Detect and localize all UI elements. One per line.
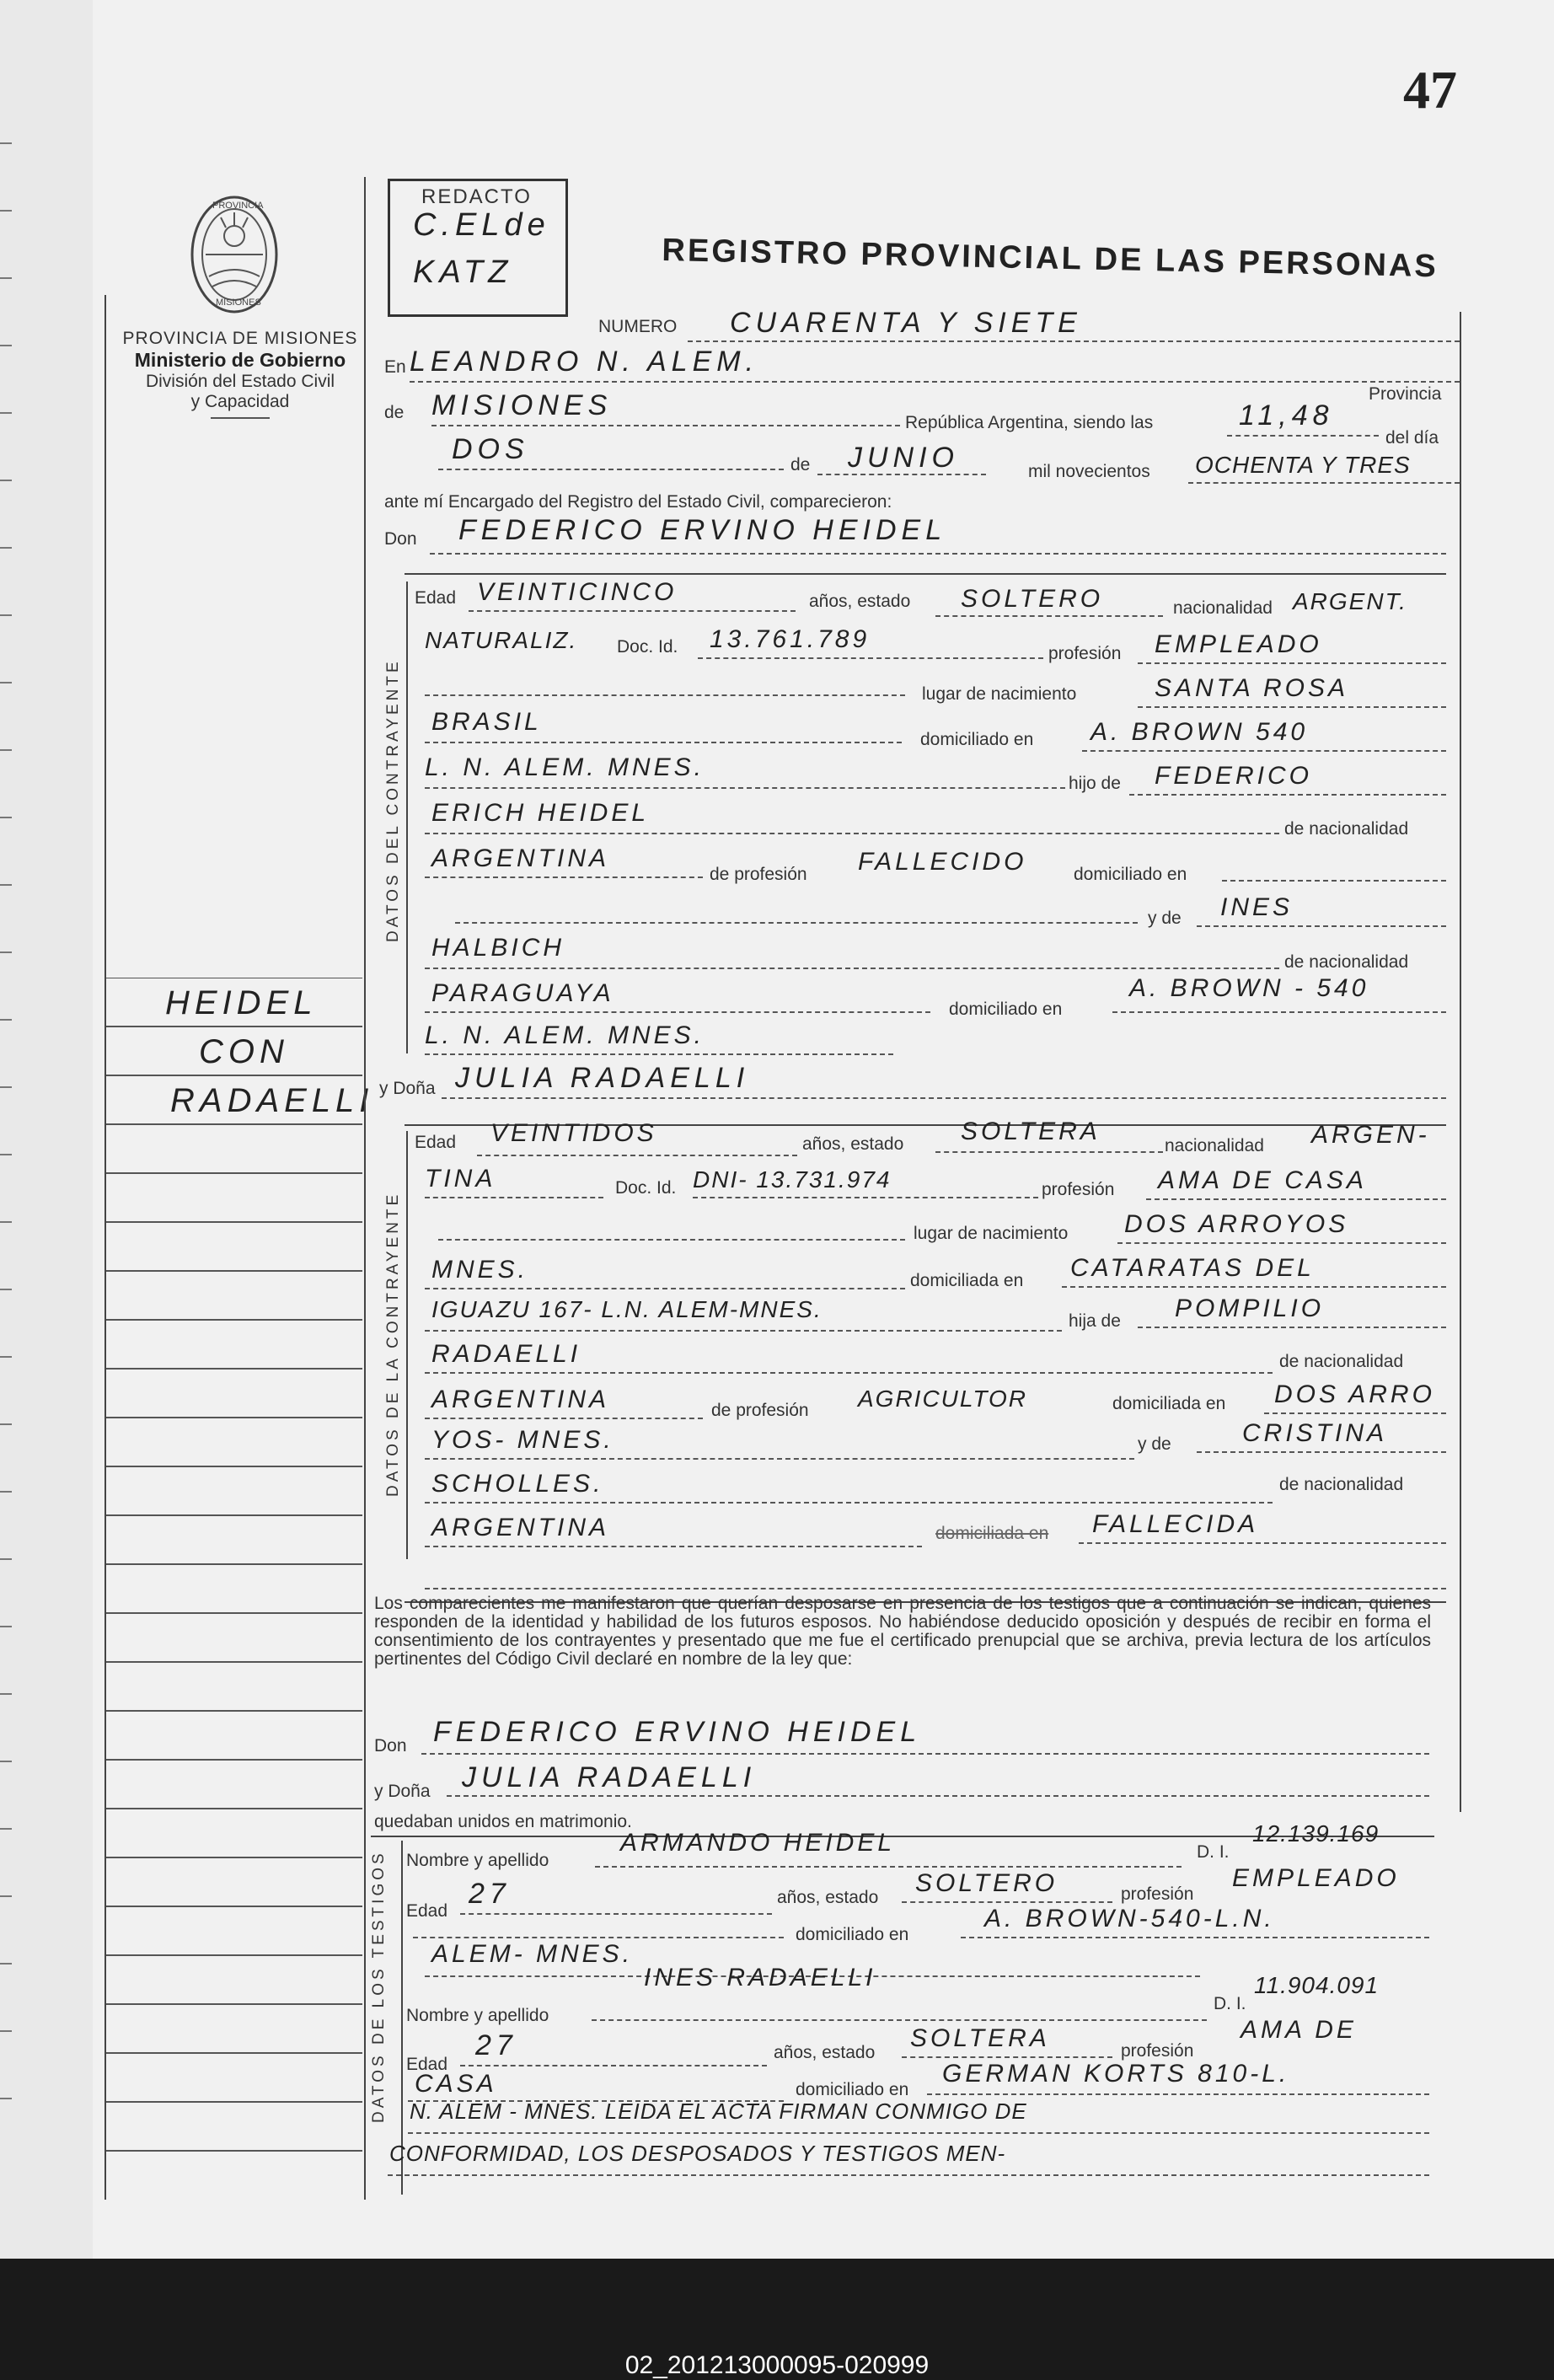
t1-domicilio-cont: ALEM- MNES. — [431, 1940, 634, 1968]
declaration-text: Los comparecientes me manifestaron que querían desposarse en presencia de los testigos que a continuación se indican, quienes responden de la identidad y habilidad de los futuros esposos. No habiéndose deducido oposición y después de recibir en forma el consentimiento de los contrayentes y presentado que me fue el certificado prenupcial que se archiva, previa lectura de los artículos pertinentes del Código Civil declaré en nombre de la ley que: — [374, 1594, 1431, 1669]
month-value: JUNIO — [848, 442, 959, 474]
c1-nacionalidad-cont: NATURALIZ. — [425, 627, 578, 653]
c1-madre-cont: HALBICH — [431, 934, 565, 962]
c2-padre-value: POMPILIO — [1175, 1295, 1325, 1322]
ministry-block — [110, 329, 371, 419]
t1-di-label: D. I. — [1197, 1842, 1230, 1862]
c1-lugar-cont: BRASIL — [431, 708, 542, 736]
dona-value: JULIA RADAELLI — [455, 1062, 750, 1094]
c1-de-profesion-label: de profesión — [710, 865, 807, 884]
t2-nombre-value: INES RADAELLI — [644, 1964, 876, 1991]
c2-de-profesion-label: de profesión — [711, 1401, 809, 1420]
closing-line2: CONFORMIDAD, LOS DESPOSADOS Y TESTIGOS MEN- — [389, 2141, 1006, 2166]
t1-domiciliado-label: domiciliado en — [796, 1925, 909, 1944]
t1-domicilio-value: A. BROWN-540-L.N. — [984, 1905, 1275, 1932]
c2-edad-label: Edad — [415, 1133, 457, 1152]
c1-madre-nac: PARAGUAYA — [431, 979, 614, 1007]
form-left-rule — [364, 177, 366, 2200]
c1-edad-value: VEINTICINCO — [477, 578, 678, 606]
t2-profesion-value: AMA DE — [1241, 2016, 1357, 2044]
t1-di-value: 12.139.169 — [1252, 1820, 1380, 1847]
t1-profesion-value: EMPLEADO — [1232, 1864, 1400, 1892]
day-value: DOS — [452, 433, 529, 465]
c1-anos-label: años, estado — [809, 592, 911, 611]
seal-bottom-text: MISIONES — [216, 298, 261, 308]
c1-padre-prof: FALLECIDO — [858, 848, 1027, 876]
de-value: MISIONES — [431, 389, 613, 421]
c1-padre-dom-label: domiciliado en — [1074, 865, 1187, 884]
t2-di-label: D. I. — [1214, 1994, 1246, 2013]
c1-lugar-label: lugar de nacimiento — [922, 684, 1077, 704]
c2-nacionalidad-cont: TINA — [425, 1165, 496, 1193]
t2-di-value: 11.904.091 — [1254, 1972, 1380, 1998]
t1-profesion-label: profesión — [1121, 1884, 1194, 1904]
contrayente1-rule — [406, 582, 408, 1053]
c1-madre-dom-cont: L. N. ALEM. MNES. — [425, 1021, 705, 1049]
page-number: 47 — [1403, 60, 1457, 120]
c2-domiciliada-label: domiciliada en — [910, 1271, 1024, 1290]
footer-filename: 02_201213000095-020999 — [624, 2351, 930, 2379]
en-value: LEANDRO N. ALEM. — [410, 346, 759, 378]
ministry-division: División del Estado Civil — [145, 372, 335, 391]
decl-dona-label: y Doña — [374, 1782, 431, 1801]
c2-madre-value: CRISTINA — [1242, 1419, 1388, 1447]
c2-lugar-label: lugar de nacimiento — [914, 1224, 1069, 1243]
t2-estado-value: SOLTERA — [910, 2024, 1050, 2052]
t1-edad-number: 27 — [469, 1878, 511, 1910]
c1-doc-value: 13.761.789 — [710, 625, 871, 653]
decl-don-value: FEDERICO ERVINO HEIDEL — [433, 1716, 922, 1748]
seal-top-text: PROVINCIA — [212, 201, 264, 211]
c2-lugar-value: DOS ARROYOS — [1124, 1210, 1349, 1238]
t2-profesion-label: profesión — [1121, 2041, 1194, 2061]
c1-edad-label: Edad — [415, 588, 457, 608]
c2-nacionalidad-label: nacionalidad — [1165, 1136, 1264, 1155]
page-title: REGISTRO PROVINCIAL DE LAS PERSONAS — [662, 233, 1439, 285]
closing-line1: N. ALEM - MNES. LEIDA EL ACTA FIRMAN CONMIGO DE — [410, 2099, 1027, 2124]
margin-note-line1: HEIDEL — [165, 984, 318, 1021]
c1-profesion-label: profesión — [1048, 644, 1122, 663]
t1-edad-label: Edad — [406, 1901, 448, 1921]
t1-nombre-label: Nombre y apellido — [406, 1851, 549, 1870]
c1-de-nac-label2: de nacionalidad — [1284, 952, 1409, 972]
c2-domicilio-value: CATARATAS DEL — [1070, 1254, 1315, 1282]
c1-domicilio-value: A. BROWN 540 — [1090, 718, 1309, 746]
t2-edad-number: 27 — [475, 2029, 517, 2061]
c2-madre-dom: FALLECIDA — [1092, 1510, 1259, 1538]
c1-hijo-label: hijo de — [1069, 774, 1121, 793]
republica-label: República Argentina, siendo las — [905, 413, 1154, 432]
del-dia-label: del día — [1385, 428, 1439, 448]
stamp-label: REDACTO — [421, 185, 532, 208]
numero-value: CUARENTA Y SIETE — [730, 307, 1082, 339]
c2-estado-value: SOLTERA — [961, 1118, 1101, 1145]
c2-de-nac-label2: de nacionalidad — [1279, 1475, 1404, 1494]
t2-edad-label: Edad — [406, 2055, 448, 2074]
c2-padre-dom: DOS ARRO — [1274, 1380, 1435, 1408]
ministry-capacity: y Capacidad — [190, 392, 290, 411]
ministry-province: PROVINCIA DE MISIONES — [122, 329, 358, 348]
c1-madre-value: INES — [1220, 893, 1294, 921]
c2-y-de-label: y de — [1138, 1434, 1171, 1454]
t2-profesion-cont: CASA — [415, 2070, 497, 2098]
c2-nacionalidad-value: ARGEN- — [1311, 1121, 1430, 1149]
don-value: FEDERICO ERVINO HEIDEL — [458, 514, 947, 546]
c1-nacionalidad-value: ARGENT. — [1293, 588, 1407, 614]
c1-lugar-value: SANTA ROSA — [1155, 674, 1349, 702]
c2-doc-label: Doc. Id. — [615, 1178, 677, 1198]
t1-estado-value: SOLTERO — [915, 1869, 1058, 1897]
c2-madre-dom-label: domiciliada en — [935, 1524, 1049, 1543]
margin-note-lines — [104, 978, 364, 2191]
c2-padre-dom-label: domiciliada en — [1112, 1394, 1226, 1413]
c1-y-de-label: y de — [1148, 909, 1182, 928]
c2-padre-prof: AGRICULTOR — [858, 1386, 1027, 1412]
c1-domiciliado-label: domiciliado en — [920, 730, 1034, 749]
hour-value: 11,48 — [1239, 399, 1334, 432]
c1-profesion-value: EMPLEADO — [1155, 630, 1322, 658]
stamp-name-line1: C.ELde — [413, 207, 550, 243]
c2-padre-dom-cont: YOS- MNES. — [431, 1426, 614, 1454]
binding-ruled-lines — [0, 0, 93, 2380]
unidos-text: quedaban unidos en matrimonio. — [374, 1812, 632, 1831]
c2-domicilio-cont: IGUAZU 167- L.N. ALEM-MNES. — [431, 1296, 823, 1322]
t1-nombre-value: ARMANDO HEIDEL — [620, 1829, 896, 1857]
c2-madre-nac: ARGENTINA — [431, 1514, 610, 1541]
c1-madre-dom: A. BROWN - 540 — [1129, 974, 1369, 1002]
margin-note-line3: RADAELLI — [170, 1082, 374, 1119]
c2-lugar-cont: MNES. — [431, 1256, 529, 1284]
t1-anos-label: años, estado — [777, 1888, 879, 1907]
numero-label: NUMERO — [598, 317, 678, 336]
c1-domicilio-cont: L. N. ALEM. MNES. — [425, 753, 705, 781]
c1-padre-cont: ERICH HEIDEL — [431, 799, 650, 827]
ante-label: ante mí Encargado del Registro del Estado Civil, comparecieron: — [384, 492, 892, 512]
de2-label: de — [790, 455, 811, 474]
c2-padre-cont: RADAELLI — [431, 1340, 581, 1368]
contrayente1-side-label: DATOS DEL CONTRAYENTE — [384, 658, 402, 942]
decl-don-label: Don — [374, 1736, 407, 1756]
don-label: Don — [384, 529, 417, 549]
provincia-label: Provincia — [1369, 384, 1442, 404]
mil-label: mil novecientos — [1028, 462, 1150, 481]
c2-hija-label: hija de — [1069, 1311, 1121, 1331]
c2-profesion-label: profesión — [1042, 1180, 1115, 1199]
year-value: OCHENTA Y TRES — [1195, 452, 1411, 478]
c2-madre-cont: SCHOLLES. — [431, 1470, 604, 1498]
c1-madre-dom-label: domiciliado en — [949, 1000, 1063, 1019]
c1-de-nac-label: de nacionalidad — [1284, 819, 1409, 839]
margin-note-line2: CON — [199, 1033, 289, 1070]
c2-anos-label: años, estado — [802, 1134, 904, 1154]
en-label: En — [384, 357, 406, 377]
ministry-name: Ministerio de Gobierno — [134, 349, 346, 371]
c2-edad-value: VEINTIDOS — [490, 1119, 657, 1147]
t2-anos-label: años, estado — [774, 2043, 876, 2062]
de-label: de — [384, 403, 405, 422]
t2-nombre-label: Nombre y apellido — [406, 2006, 549, 2025]
decl-dona-value: JULIA RADAELLI — [462, 1761, 757, 1793]
c1-estado-value: SOLTERO — [961, 585, 1104, 613]
c2-padre-nac: ARGENTINA — [431, 1386, 610, 1413]
form-right-rule — [1460, 312, 1461, 1812]
c1-doc-label: Doc. Id. — [617, 637, 678, 657]
dona-label: y Doña — [379, 1079, 436, 1098]
c2-de-nac-label: de nacionalidad — [1279, 1352, 1404, 1371]
c1-padre-nac: ARGENTINA — [431, 844, 610, 872]
contrayente2-rule — [406, 1131, 408, 1559]
c2-doc-value: DNI- 13.731.974 — [693, 1166, 892, 1193]
t2-domicilio-value: GERMAN KORTS 810-L. — [942, 2060, 1290, 2088]
t2-domiciliado-label: domiciliado en — [796, 2080, 909, 2099]
contrayente2-side-label: DATOS DE LA CONTRAYENTE — [384, 1191, 402, 1497]
c2-profesion-value: AMA DE CASA — [1158, 1166, 1367, 1194]
c1-padre-value: FEDERICO — [1155, 762, 1313, 790]
testigos-side-label: DATOS DE LOS TESTIGOS — [370, 1850, 388, 2123]
stamp-name-line2: KATZ — [413, 255, 513, 290]
c1-nacionalidad-label: nacionalidad — [1173, 598, 1273, 618]
